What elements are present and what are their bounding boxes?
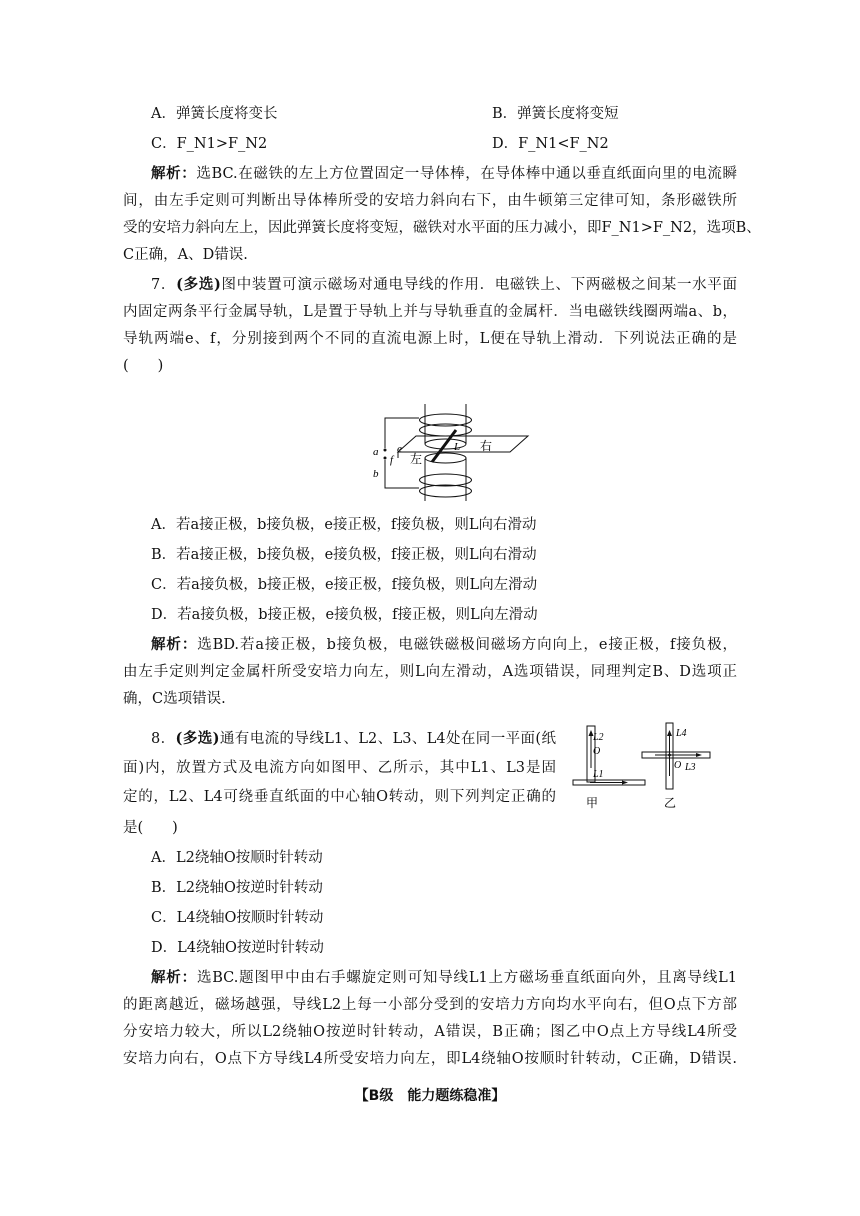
q8-stem-line-4: 是( ) bbox=[123, 820, 178, 836]
q8-label-jia: 甲 bbox=[586, 796, 599, 810]
q7-stem-line-3: 导轨两端e、f，分别接到两个不同的直流电源上时，L便在导轨上滑动．下列说法正确的是 bbox=[123, 331, 737, 347]
q6-analysis-line-4: C正确，A、D错误. bbox=[123, 247, 248, 263]
q8-label-O-yi: O bbox=[674, 760, 682, 771]
q7-option-d: D．若a接负极，b接正极，e接负极，f接正极，则L向左滑动 bbox=[151, 607, 538, 623]
q8-option-c: C．L4绕轴O按顺时针转动 bbox=[151, 910, 324, 926]
q8-label-yi: 乙 bbox=[664, 796, 677, 810]
q7-analysis-line-3: 确，C选项错误. bbox=[123, 691, 226, 707]
q6-option-d: D．F_N1<F_N2 bbox=[492, 136, 609, 152]
q6-analysis-line-1: 解析：选BC.在磁铁的左上方位置固定一导体棒，在导体棒中通以垂直纸面向里的电流瞬 bbox=[151, 165, 738, 182]
q8-analysis-line-1: 解析：选BC.题图甲中由右手螺旋定则可知导线L1上方磁场垂直纸面向外，且离导线L1 bbox=[151, 969, 737, 986]
q7-stem-line-2: 内固定两条平行金属导轨，L是置于导轨上并与导轨垂直的金属杆．当电磁铁线圈两端a、b， bbox=[123, 304, 737, 320]
q8-stem-line-1: 8．(多选)通有电流的导线L1、L2、L3、L4处在同一平面(纸 bbox=[151, 730, 556, 747]
q8-stem-line-2: 面)内，放置方式及电流方向如图甲、乙所示，其中L1、L3是固 bbox=[123, 760, 556, 776]
q8-label-L2: L2 bbox=[593, 732, 604, 743]
q7-analysis-line-1: 解析：选BD.若a接正极，b接负极，电磁铁磁极间磁场方向向上，e接正极，f接负极， bbox=[151, 636, 738, 653]
q6-option-c: C．F_N1>F_N2 bbox=[151, 136, 268, 152]
q6-option-a: A．弹簧长度将变长 bbox=[151, 106, 278, 122]
q8-label-O-jia: O bbox=[593, 746, 601, 757]
q8-stem-line-3: 定的，L2、L4可绕垂直纸面的中心轴O转动，则下列判定正确的 bbox=[123, 789, 556, 805]
q7-analysis-line-2: 由左手定则判定金属杆所受安培力向左，则L向左滑动，A选项错误，同理判定B、D选项正 bbox=[123, 664, 737, 680]
q7-option-a: A．若a接正极，b接负极，e接正极，f接负极，则L向右滑动 bbox=[151, 517, 537, 533]
q8-analysis-line-3: 分安培力较大，所以L2绕轴O按逆时针转动，A错误，B正确；图乙中O点上方导线L4所受 bbox=[123, 1024, 737, 1040]
q7-label-e: e bbox=[397, 443, 402, 455]
q8-label-L3: L3 bbox=[685, 762, 696, 773]
q7-label-L: L bbox=[454, 441, 461, 453]
q8-option-d: D．L4绕轴O按逆时针转动 bbox=[151, 940, 324, 956]
q6-analysis-line-2: 间，由左手定则可判断出导体棒所受的安培力斜向右下，由牛顿第三定律可知，条形磁铁所 bbox=[123, 193, 737, 209]
q8-option-a: A．L2绕轴O按顺时针转动 bbox=[151, 850, 323, 866]
q8-label-L1: L1 bbox=[593, 769, 604, 780]
q6-analysis-line-3: 受的安培力斜向左上，因此弹簧长度将变短，磁铁对水平面的压力减小，即F_N1>F_N2，选项B、 bbox=[123, 220, 761, 236]
q8-analysis-line-2: 的距离越近，磁场越强，导线L2上每一小部分受到的安培力方向均水平向右，但O点下方部 bbox=[123, 997, 737, 1013]
q7-option-b: B．若a接正极，b接负极，e接负极，f接正极，则L向右滑动 bbox=[151, 547, 537, 563]
q7-label-f: f bbox=[390, 454, 394, 466]
q7-label-b: b bbox=[373, 468, 379, 480]
q7-label-right: 右 bbox=[480, 439, 493, 453]
q8-label-L4: L4 bbox=[676, 728, 687, 739]
q7-option-c: C．若a接负极，b接正极，e接正极，f接负极，则L向左滑动 bbox=[151, 577, 538, 593]
q8-wires-figure bbox=[570, 718, 740, 810]
q7-label-a: a bbox=[373, 446, 379, 458]
q6-option-b: B．弹簧长度将变短 bbox=[492, 106, 619, 122]
q7-stem-line-1: 7．(多选)图中装置可演示磁场对通电导线的作用．电磁铁上、下两磁极之间某一水平面 bbox=[151, 276, 737, 293]
section-heading: 【B级 能力题练稳准】 bbox=[354, 1088, 506, 1104]
q7-electromagnet-figure bbox=[370, 400, 530, 505]
q7-label-left: 左 bbox=[410, 452, 423, 466]
q8-option-b: B．L2绕轴O按逆时针转动 bbox=[151, 880, 323, 896]
q7-stem-line-4: ( ) bbox=[123, 358, 164, 374]
q8-analysis-line-4: 安培力向右，O点下方导线L4所受安培力向左，即L4绕轴O按顺时针转动，C正确，D错误. bbox=[123, 1051, 737, 1067]
